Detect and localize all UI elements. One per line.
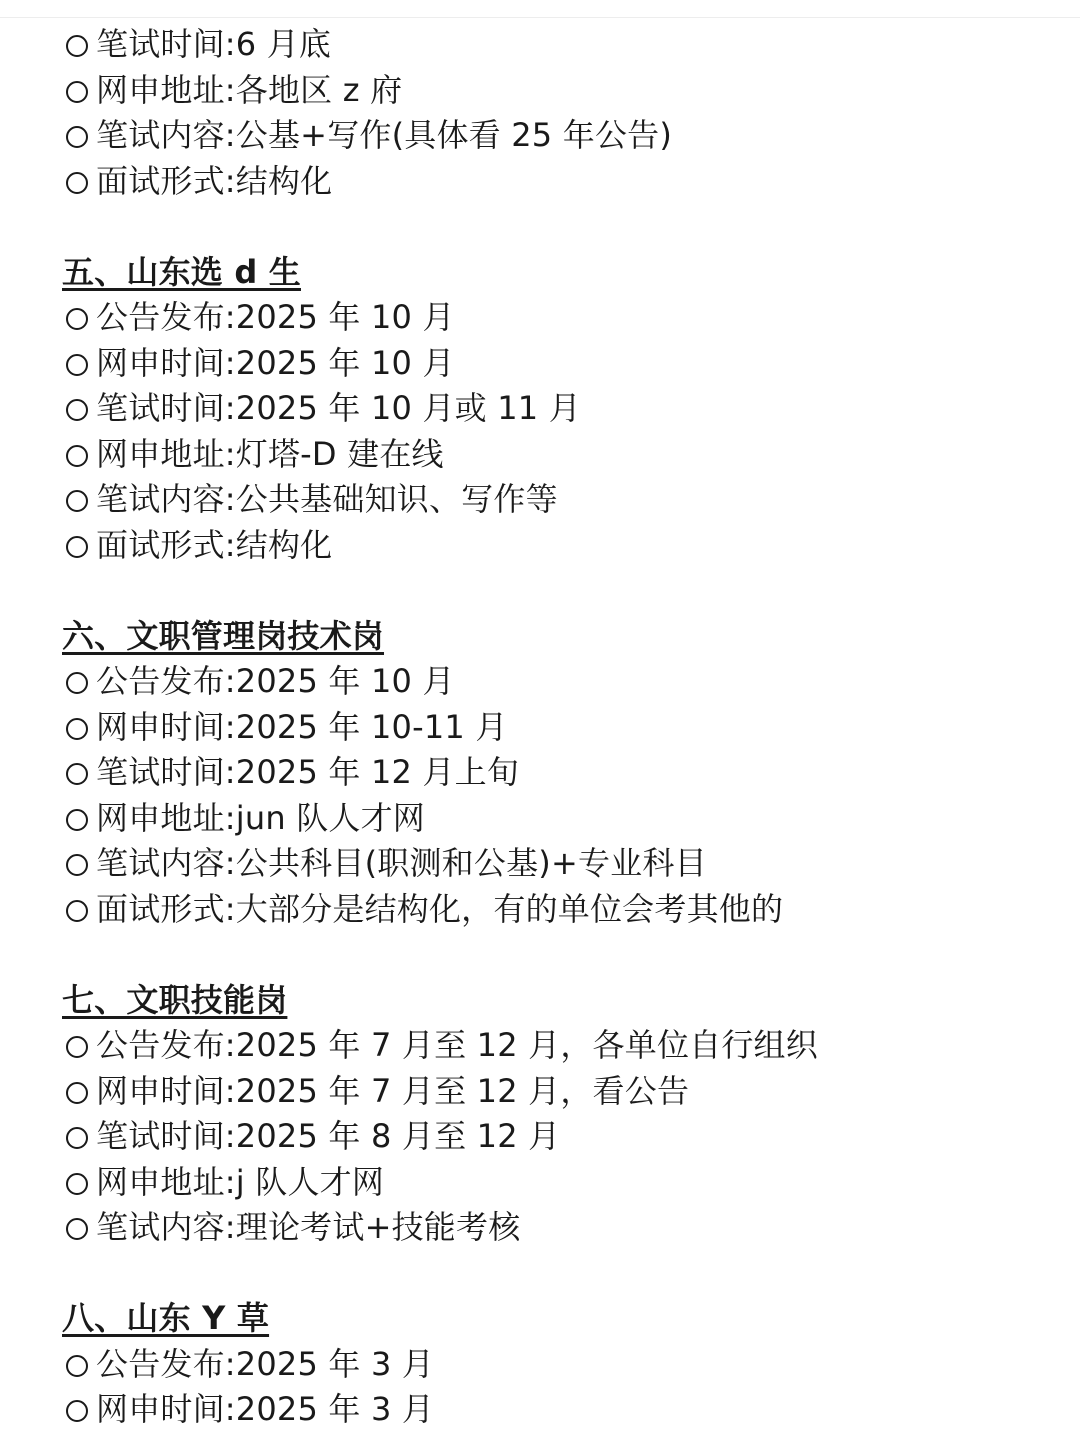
section-heading: 六、文职管理岗技术岗 <box>62 616 385 655</box>
circle-bullet-icon <box>66 763 88 785</box>
section-7 <box>62 978 1062 1251</box>
list-item: 笔试时间:2025 年 8 月至 12 月 <box>62 1114 1062 1160</box>
list-item: 笔试内容:公共科目(职测和公基)+专业科目 <box>62 841 1062 887</box>
list-item: 笔试内容:公基+写作(具体看 25 年公告) <box>62 113 1062 159</box>
circle-bullet-icon <box>66 900 88 922</box>
circle-bullet-icon <box>66 354 88 376</box>
circle-bullet-icon <box>66 445 88 467</box>
circle-bullet-icon <box>66 490 88 512</box>
circle-bullet-icon <box>66 1218 88 1240</box>
section-6 <box>62 614 1062 933</box>
intro-list <box>62 22 1062 204</box>
circle-bullet-icon <box>66 1400 88 1422</box>
section-8 <box>62 1296 1062 1433</box>
circle-bullet-icon <box>66 809 88 831</box>
list-item: 笔试时间:6 月底 <box>62 22 1062 68</box>
list-item: 网申地址:各地区 z 府 <box>62 68 1062 114</box>
list-item: 网申时间:2025 年 7 月至 12 月，看公告 <box>62 1069 1062 1115</box>
circle-bullet-icon <box>66 1127 88 1149</box>
circle-bullet-icon <box>66 1036 88 1058</box>
circle-bullet-icon <box>66 308 88 330</box>
section-heading: 七、文职技能岗 <box>62 980 288 1019</box>
list-item: 网申时间:2025 年 10 月 <box>62 341 1062 387</box>
circle-bullet-icon <box>66 399 88 421</box>
list-item: 公告发布:2025 年 7 月至 12 月，各单位自行组织 <box>62 1023 1062 1069</box>
section-heading: 五、山东选 d 生 <box>62 252 301 291</box>
list-item: 笔试内容:理论考试+技能考核 <box>62 1205 1062 1251</box>
list-item: 公告发布:2025 年 3 月 <box>62 1342 1062 1388</box>
section-5 <box>62 250 1062 569</box>
circle-bullet-icon <box>66 81 88 103</box>
list-item: 笔试时间:2025 年 12 月上旬 <box>62 750 1062 796</box>
circle-bullet-icon <box>66 172 88 194</box>
list-item: 面试形式:大部分是结构化，有的单位会考其他的 <box>62 887 1062 933</box>
list-item: 公告发布:2025 年 10 月 <box>62 295 1062 341</box>
circle-bullet-icon <box>66 1355 88 1377</box>
list-item: 笔试内容:公共基础知识、写作等 <box>62 477 1062 523</box>
list-item: 网申时间:2025 年 3 月 <box>62 1387 1062 1433</box>
circle-bullet-icon <box>66 126 88 148</box>
circle-bullet-icon <box>66 672 88 694</box>
list-item: 笔试时间:2025 年 10 月或 11 月 <box>62 386 1062 432</box>
circle-bullet-icon <box>66 536 88 558</box>
list-item: 网申地址:jun 队人才网 <box>62 796 1062 842</box>
list-item: 网申时间:2025 年 10-11 月 <box>62 705 1062 751</box>
circle-bullet-icon <box>66 35 88 57</box>
list-item: 公告发布:2025 年 10 月 <box>62 659 1062 705</box>
circle-bullet-icon <box>66 1173 88 1195</box>
list-item: 面试形式:结构化 <box>62 523 1062 569</box>
list-item: 网申地址:j 队人才网 <box>62 1160 1062 1206</box>
top-divider <box>0 17 1080 18</box>
document-content <box>62 22 1062 1433</box>
section-heading: 八、山东 Y 草 <box>62 1299 270 1337</box>
list-item: 面试形式:结构化 <box>62 159 1062 205</box>
circle-bullet-icon <box>66 718 88 740</box>
circle-bullet-icon <box>66 854 88 876</box>
circle-bullet-icon <box>66 1082 88 1104</box>
list-item: 网申地址:灯塔-D 建在线 <box>62 432 1062 478</box>
